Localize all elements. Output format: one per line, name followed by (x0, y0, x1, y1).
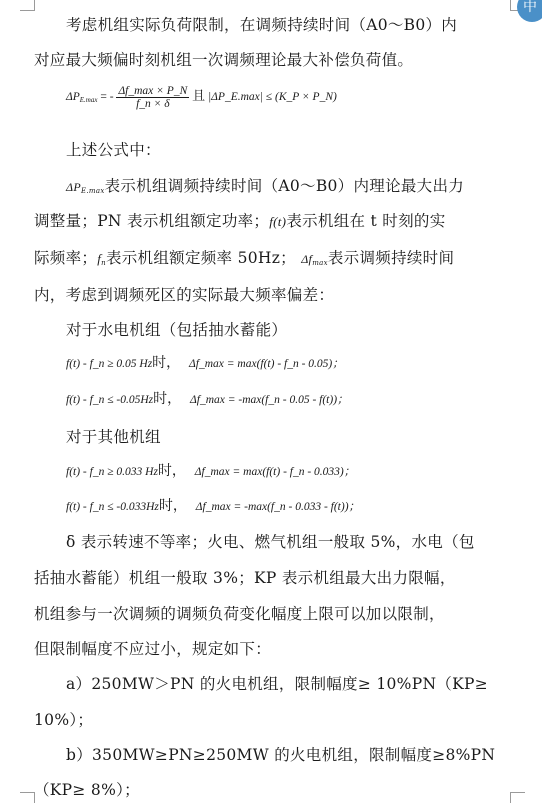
paragraph-line: 考虑机组实际负荷限制，在调频持续时间（A0～B0）内 (66, 16, 458, 34)
paragraph-line: δ 表示转速不等率；火电、燃气机组一般取 5%，水电（包 (66, 533, 475, 551)
formula-fraction: $\frac{\Delta f\_\max \times P\_N}{f\_n \times \delta}$ (118, 85, 188, 110)
paragraph-line: 对于水电机组（包括抽水蓄能） (66, 321, 288, 339)
crop-mark-top-left (20, 0, 35, 11)
paragraph-line: 调整量；PN 表示机组额定功率；f(t)表示机组在 t 时刻的实 (34, 212, 446, 230)
formula-other-1: f(t) - f_n ≥ 0.033 Hz时， Δf_max = max(f(t) - f_n - 0.033)； (66, 463, 356, 479)
crop-mark-bottom-right (510, 792, 525, 803)
list-item-a: a）250MW＞PN 的火电机组，限制幅度≥ 10%PN（KP≥ (66, 675, 489, 693)
paragraph-line: 括抽水蓄能）机组一般取 3%；KP 表示机组最大出力限幅， (34, 569, 456, 587)
crop-mark-bottom-left (20, 792, 35, 803)
formula-other-2: f(t) - f_n ≤ -0.033Hz时， Δf_max = -max(f_n - 0.033 - f(t))； (66, 498, 361, 514)
formula-main: $\Delta P_{E.max}$ = - $\frac{\Delta f\_\max \times P\_N}{f\_n \times \delta}$ 且 |ΔP_E.max| ≤ (K_P × P_N) (66, 85, 337, 110)
list-item-b: b）350MW≥PN≥250MW 的火电机组，限制幅度≥8%PN (66, 746, 496, 764)
paragraph-line: 际频率；$f_n$表示机组额定频率 50Hz； $\Delta f_{max}$表示调频持续时间 (34, 249, 455, 267)
paragraph-line: 对于其他机组 (66, 428, 161, 446)
paragraph-line: 但限制幅度不应过小，规定如下： (34, 640, 272, 658)
paragraph-line: 机组参与一次调频的调频负荷变化幅度上限可以加以限制， (34, 605, 445, 623)
formula-hydro-1: f(t) - f_n ≥ 0.05 Hz时， Δf_max = max(f(t) - f_n - 0.05)； (66, 355, 344, 371)
formula-hydro-2: f(t) - f_n ≤ -0.05Hz时， Δf_max = -max(f_n - 0.05 - f(t))； (66, 391, 349, 407)
corner-badge[interactable]: 中 (517, 0, 542, 22)
paragraph-line: 上述公式中： (66, 141, 161, 159)
paragraph-line: $\Delta P_{E.max}$表示机组调频持续时间（A0～B0）内理论最大出力 (66, 177, 465, 195)
list-item-a-cont: 10%）； (34, 711, 94, 729)
list-item-b-cont: （KP≥ 8%）； (34, 781, 140, 799)
paragraph-line: 对应最大频偏时刻机组一次调频理论最大补偿负荷值。 (34, 51, 414, 69)
paragraph-line: 内，考虑到调频死区的实际最大频率偏差： (34, 286, 335, 304)
